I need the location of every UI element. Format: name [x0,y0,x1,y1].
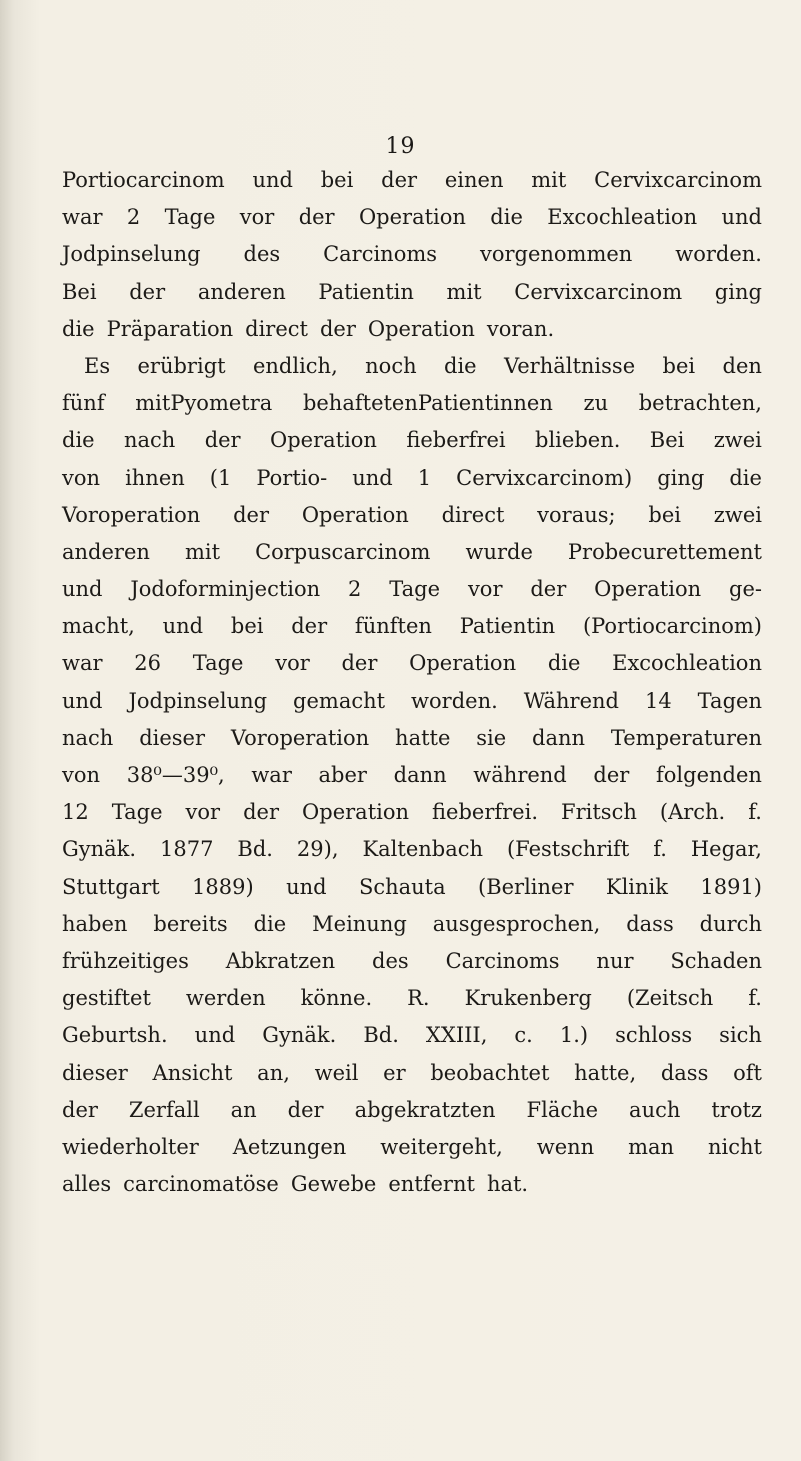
text-line: Es erübrigt endlich, noch die Verhältnisse bei den [84,353,762,378]
text-line: gestiftet werden könne. R. Krukenberg (Zeitsch f. [62,986,762,1011]
page-number: 19 [385,134,416,159]
text-line: die Präparation direct der Operation voran. [62,316,555,341]
text-line: 12 Tage vor der Operation fieberfrei. Fritsch (Arch. f. [62,800,762,825]
text-line: frühzeitiges Abkratzen des Carcinoms nur Schaden [62,948,762,973]
text-line: fünf mitPyometra behaftetenPatientinnen zu betrachten, [62,391,762,416]
text-line: Gynäk. 1877 Bd. 29), Kaltenbach (Festschrift f. Hegar, [62,837,762,862]
text-line: die nach der Operation fieberfrei blieben. Bei zwei [62,428,762,453]
text-line: Stuttgart 1889) und Schauta (Berliner Klinik 1891) [62,874,762,899]
text-line: und Jodoforminjection 2 Tage vor der Operation ge- [62,577,762,602]
text-line: Bei der anderen Patientin mit Cervixcarcinom ging [62,279,762,304]
text-line: dieser Ansicht an, weil er beobachtet hatte, dass oft [62,1060,762,1085]
text-line: von ihnen (1 Portio- und 1 Cervixcarcinom) ging die [62,465,762,490]
text-line: von 38⁰—39⁰, war aber dann während der folgenden [62,763,762,787]
text-line: Voroperation der Operation direct voraus; bei zwei [62,502,762,527]
body-text [62,162,762,1203]
text-line: Geburtsh. und Gynäk. Bd. XXIII, c. 1.) schloss sich [62,1023,762,1048]
text-line: wiederholter Aetzungen weitergeht, wenn man nicht [62,1134,762,1159]
text-line: war 2 Tage vor der Operation die Excochleation und [62,205,762,230]
text-line: alles carcinomatöse Gewebe entfernt hat. [62,1172,529,1197]
text-line: nach dieser Voroperation hatte sie dann Temperaturen [62,725,762,750]
text-line: war 26 Tage vor der Operation die Excochleation [62,651,762,676]
text-line: anderen mit Corpuscarcinom wurde Probecurettement [62,539,762,564]
text-line: Jodpinselung des Carcinoms vorgenommen worden. [62,242,762,267]
text-line: macht, und bei der fünften Patientin (Portiocarcinom) [62,614,762,639]
text-line: Portiocarcinom und bei der einen mit Cervixcarcinom [62,168,762,192]
text-line: der Zerfall an der abgekratzten Fläche auch trotz [62,1097,762,1122]
text-line: haben bereits die Meinung ausgesprochen, dass durch [62,911,762,936]
text-line: und Jodpinselung gemacht worden. Während 14 Tagen [62,688,762,713]
